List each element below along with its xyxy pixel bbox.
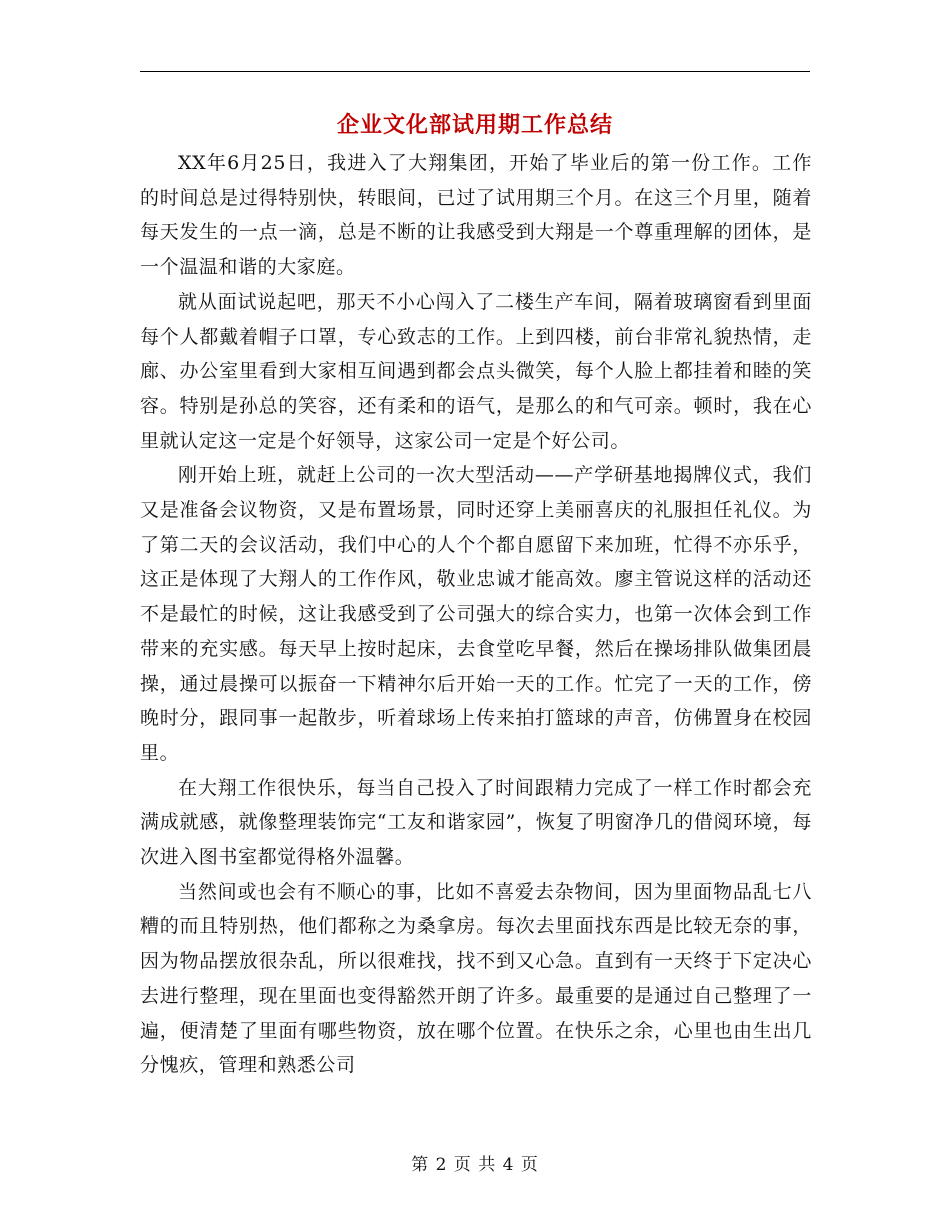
paragraph-3: 刚开始上班，就赶上公司的一次大型活动——产学研基地揭牌仪式，我们又是准备会议物资，又是布置场景，同时还穿上美丽喜庆的礼服担任礼仪。为了第二天的会议活动，我们中心的人个个都自愿留下来加班，忙得不亦乐乎，这正是体现了大翔人的工作作风，敬业忠诚才能高效。廖主管说这样的活动还不是最忙的时候，这让我感受到了公司强大的综合实力，也第一次体会到工作带来的充实感。每天早上按时起床，去食堂吃早餐，然后在操场排队做集团晨操，通过晨操可以振奋一下精神尔后开始一天的工作。忙完了一天的工作，傍晚时分，跟同事一起散步，听着球场上传来拍打篮球的声音，仿佛置身在校园里。 bbox=[140, 464, 812, 764]
paragraph-1: XX年6月25日，我进入了大翔集团，开始了毕业后的第一份工作。工作的时间总是过得特别快，转眼间，已过了试用期三个月。在这三个月里，随着每天发生的一点一滴，总是不断的让我感受到大翔是一个尊重理解的团体，是一个温温和谐的大家庭。 bbox=[140, 152, 812, 279]
paragraph-4: 在大翔工作很快乐，每当自己投入了时间跟精力完成了一样工作时都会充满成就感，就像整理装饰完“工友和谐家园”，恢复了明窗净几的借阅环境，每次进入图书室都觉得格外温馨。 bbox=[140, 776, 812, 869]
document-body bbox=[140, 146, 812, 1083]
paragraph-2: 就从面试说起吧，那天不小心闯入了二楼生产车间，隔着玻璃窗看到里面每个人都戴着帽子口罩，专心致志的工作。上到四楼，前台非常礼貌热情，走廊、办公室里看到大家相互间遇到都会点头微笑，每个人脸上都挂着和睦的笑容。特别是孙总的笑容，还有柔和的语气，是那么的和气可亲。顿时，我在心里就认定这一定是个好领导，这家公司一定是个好公司。 bbox=[140, 290, 812, 452]
header-rule bbox=[140, 71, 810, 72]
document-title: 企业文化部试用期工作总结 bbox=[336, 112, 613, 138]
page-footer: 第 2 页 共 4 页 bbox=[411, 1155, 539, 1175]
paragraph-5: 当然间或也会有不顺心的事，比如不喜爱去杂物间，因为里面物品乱七八糟的而且特别热，他们都称之为桑拿房。每次去里面找东西是比较无奈的事，因为物品摆放很杂乱，所以很难找，找不到又心急。直到有一天终于下定决心去进行整理，现在里面也变得豁然开朗了许多。最重要的是通过自己整理了一遍，便清楚了里面有哪些物资，放在哪个位置。在快乐之余，心里也由生出几分愧疚，管理和熟悉公司 bbox=[140, 880, 812, 1077]
